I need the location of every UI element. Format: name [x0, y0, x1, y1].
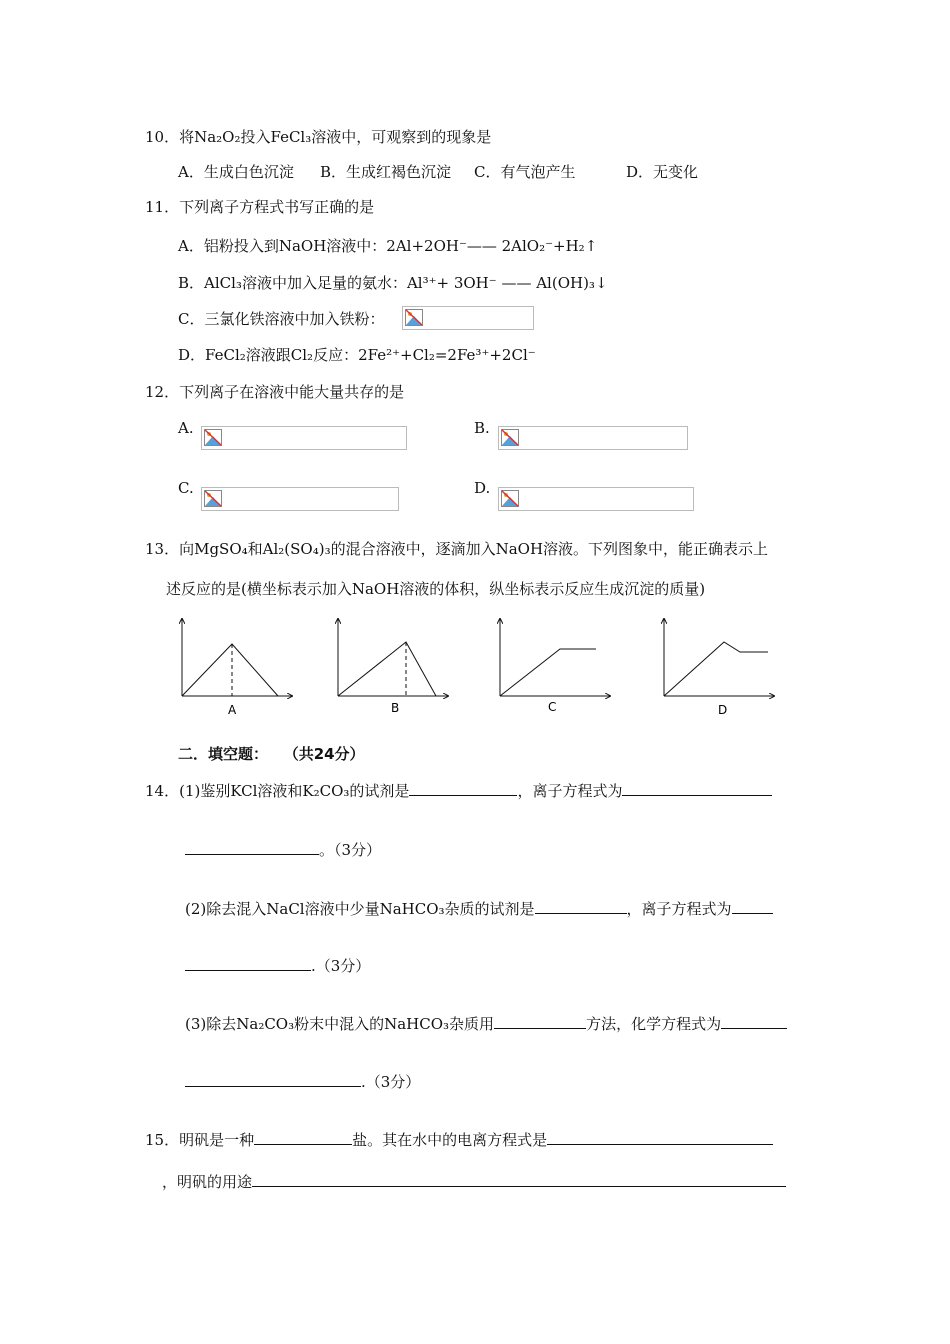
- q10-text: 将Na₂O₂投入FeCl₃溶液中，可观察到的现象是: [179, 128, 492, 146]
- q14-p2-text2: ，离子方程式为: [626, 900, 732, 918]
- answer-blank[interactable]: [252, 1172, 786, 1187]
- q13-stem-line1: [145, 539, 768, 559]
- q13-graph-b: [326, 614, 456, 719]
- answer-blank[interactable]: [494, 1014, 586, 1029]
- q12-text: 下列离子在溶液中能大量共存的是: [179, 383, 405, 401]
- q11-text: 下列离子方程式书写正确的是: [179, 198, 375, 216]
- answer-blank[interactable]: [535, 899, 627, 914]
- curve: [182, 644, 278, 696]
- q12-a-image: [201, 426, 407, 450]
- q13-graph-c: [488, 614, 618, 719]
- q10-option-b: B．生成红褐色沉淀: [320, 163, 452, 181]
- answer-blank[interactable]: [185, 956, 311, 971]
- q11-number: 11．: [145, 198, 180, 216]
- graph-label: C: [548, 700, 557, 714]
- q15-text-b: 盐。其在水中的电离方程式是: [352, 1131, 548, 1149]
- q11-option-d: D．FeCl₂溶液跟Cl₂反应：2Fe²⁺+Cl₂=2Fe³⁺+2Cl⁻: [178, 346, 536, 364]
- q14-p3-score: .（3分）: [361, 1073, 421, 1091]
- answer-blank[interactable]: [721, 1014, 787, 1029]
- q11-option-b: B．AlCl₃溶液中加入足量的氨水：Al³⁺+ 3OH⁻ —— Al(OH)₃↓: [178, 274, 608, 292]
- q10-option-d: D．无变化: [626, 163, 699, 181]
- answer-blank[interactable]: [185, 840, 319, 855]
- q14-p1-text2: ，离子方程式为: [517, 782, 623, 800]
- answer-blank[interactable]: [185, 1072, 361, 1087]
- q10-number: 10．: [145, 128, 180, 146]
- q10-option-a: A．生成白色沉淀: [178, 163, 294, 181]
- broken-image-icon: [204, 490, 222, 507]
- curve: [500, 649, 596, 696]
- broken-image-icon: [501, 429, 519, 446]
- answer-blank[interactable]: [732, 899, 773, 914]
- q15-line2: [162, 1172, 786, 1192]
- q12-b-image: [498, 426, 688, 450]
- q11-c-equation-image: [402, 306, 534, 330]
- section-title: 二．填空题：: [178, 745, 269, 763]
- section-score: （共24分）: [283, 745, 365, 763]
- q11-option-c: C．三氯化铁溶液中加入铁粉：: [178, 310, 385, 328]
- answer-blank[interactable]: [409, 781, 517, 796]
- q14-p1-text: (1)鉴别KCl溶液和K₂CO₃的试剂是: [179, 782, 410, 800]
- q12-option-b-label: B.: [474, 419, 490, 437]
- graph-label: B: [391, 701, 400, 715]
- q13-number: 13．: [145, 540, 180, 558]
- q10-option-c: C．有气泡产生: [474, 163, 576, 181]
- q13-graph-d: [652, 614, 782, 719]
- q14-p3-text: (3)除去Na₂CO₃粉末中混入的NaHCO₃杂质用: [185, 1015, 495, 1033]
- graph-label: D: [718, 703, 728, 717]
- q12-number: 12．: [145, 383, 180, 401]
- q11-stem: [145, 197, 374, 217]
- q14-part2-line1: [185, 899, 773, 919]
- q15-text-a: 明矾是一种: [179, 1131, 255, 1149]
- broken-image-icon: [405, 309, 423, 326]
- q14-part2-line2: [185, 956, 370, 976]
- curve: [338, 642, 436, 696]
- q14-part3-line1: [185, 1014, 787, 1034]
- q14-p2-text: (2)除去混入NaCl溶液中少量NaHCO₃杂质的试剂是: [185, 900, 535, 918]
- q15-line1: [145, 1130, 773, 1150]
- q12-c-image: [201, 487, 399, 511]
- q14-number: 14．: [145, 782, 180, 800]
- q12-option-a-label: A.: [178, 419, 194, 437]
- broken-image-icon: [204, 429, 222, 446]
- answer-blank[interactable]: [254, 1130, 352, 1145]
- q15-number: 15．: [145, 1131, 180, 1149]
- q11-option-a: A．铝粉投入到NaOH溶液中：2Al+2OH⁻—— 2AlO₂⁻+H₂↑: [178, 237, 598, 255]
- section-heading: [178, 744, 365, 764]
- curve: [664, 642, 768, 696]
- q12-stem: [145, 382, 404, 402]
- q14-part1-line1: [145, 781, 772, 801]
- q12-option-d-label: D.: [474, 479, 491, 497]
- q13-text-1: 向MgSO₄和Al₂(SO₄)₃的混合溶液中，逐滴加入NaOH溶液。下列图象中，能正确表示上: [179, 540, 769, 558]
- q14-part1-line2: [185, 840, 381, 860]
- graph-label: A: [228, 703, 237, 717]
- q15-text-c: ，明矾的用途: [162, 1173, 253, 1191]
- answer-blank[interactable]: [622, 781, 772, 796]
- q13-graph-a: [170, 614, 300, 719]
- q14-p1-score: 。（3分）: [319, 841, 382, 859]
- q13-stem-line2: 述反应的是(横坐标表示加入NaOH溶液的体积，纵坐标表示反应生成沉淀的质量): [166, 580, 706, 598]
- broken-image-icon: [501, 490, 519, 507]
- q14-p3-text2: 方法，化学方程式为: [586, 1015, 722, 1033]
- q14-p2-score: .（3分）: [311, 957, 371, 975]
- q12-option-c-label: C.: [178, 479, 194, 497]
- answer-blank[interactable]: [547, 1130, 773, 1145]
- q12-d-image: [498, 487, 694, 511]
- q14-part3-line2: [185, 1072, 420, 1092]
- q10-stem: [145, 127, 491, 147]
